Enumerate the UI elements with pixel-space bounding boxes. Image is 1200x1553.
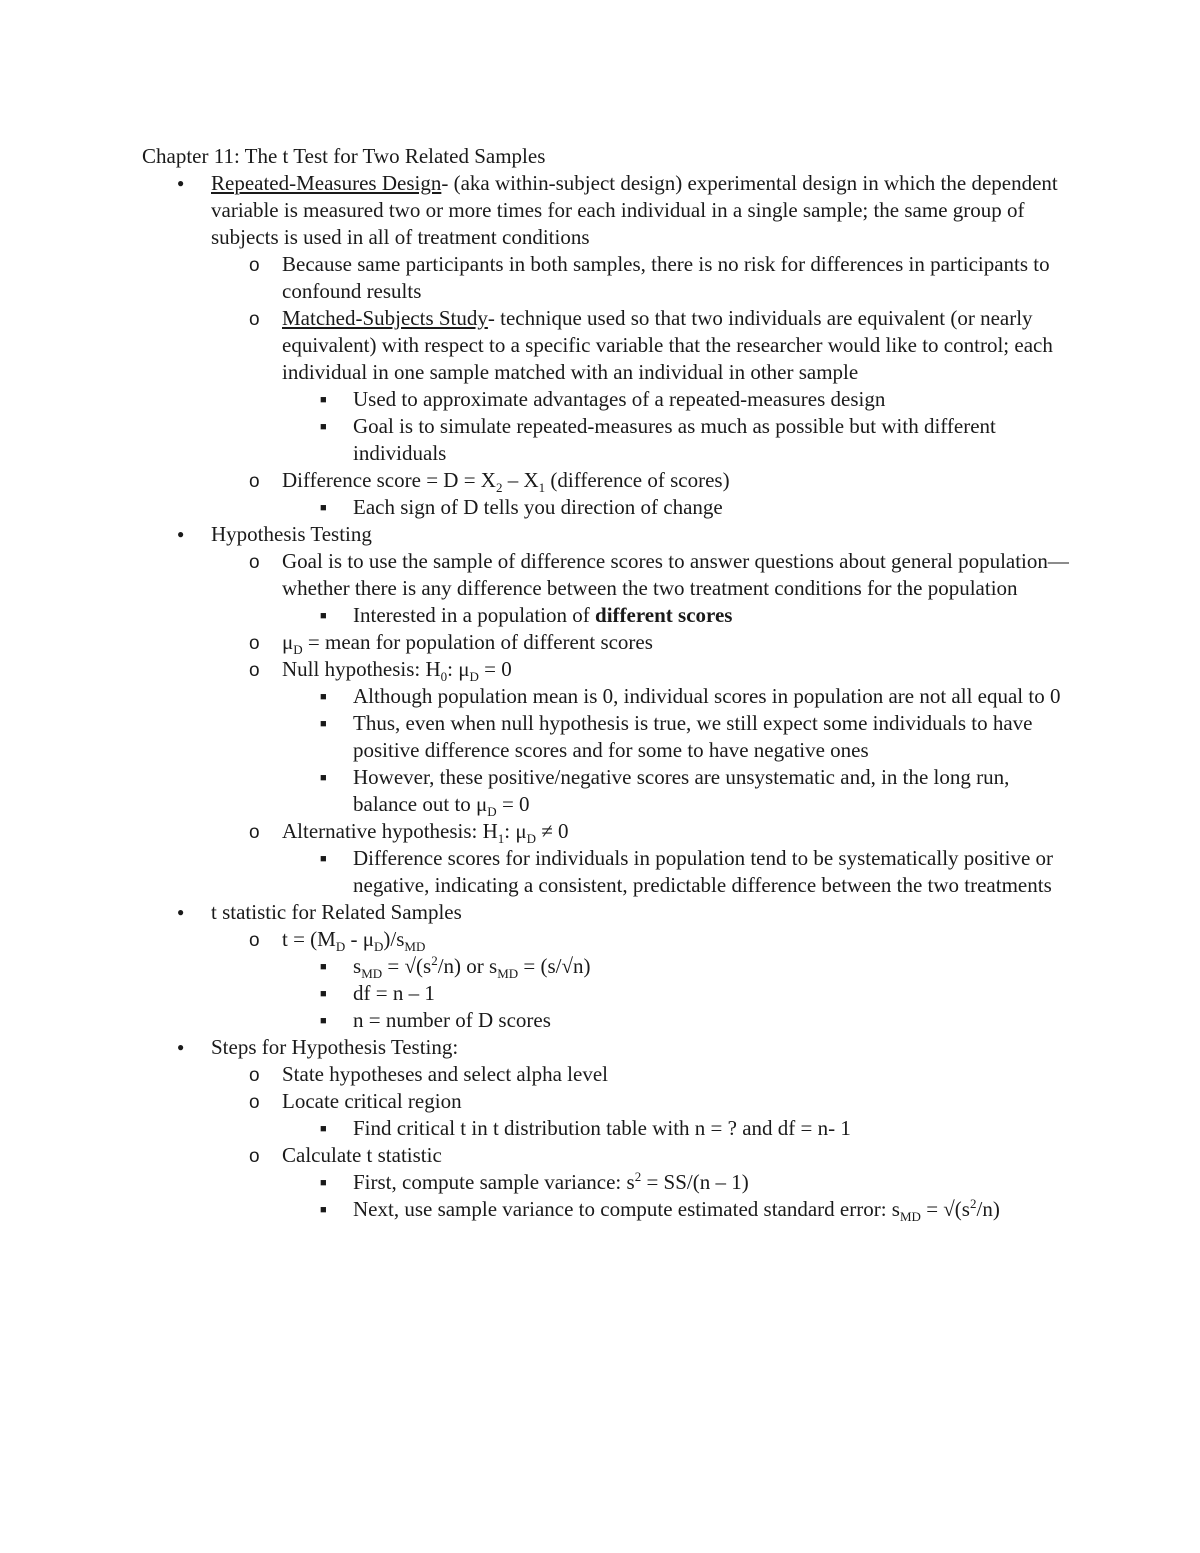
- formula-part: (difference of scores): [545, 468, 730, 492]
- sub-bullet-marker: [249, 1061, 260, 1089]
- point-text: = 0: [496, 792, 530, 816]
- sub-bullet-marker: [249, 656, 260, 684]
- square-marker: [320, 1196, 327, 1227]
- point-unsystematic: [142, 764, 1072, 818]
- formula-part: = mean for population of different scores: [302, 630, 653, 654]
- formula-part: = (s/√n): [518, 954, 591, 978]
- formula-part: : μ: [504, 819, 527, 843]
- sub-bullet-text: Goal is to use the sample of difference scores to answer questions about general population—whether there is any difference between the two treatment conditions for the population: [282, 549, 1069, 600]
- sub-bullet-marker: [249, 926, 260, 954]
- formula-part: Alternative hypothesis: H: [282, 819, 498, 843]
- sub-bullet-goal: [142, 548, 1072, 602]
- bullet-text: Hypothesis Testing: [211, 522, 372, 546]
- formula-part: - μ: [345, 927, 374, 951]
- point-text: n = number of D scores: [353, 1008, 551, 1032]
- point-text: Find critical t in t distribution table with n = ? and df = n- 1: [353, 1116, 851, 1140]
- bullet-text: t statistic for Related Samples: [211, 900, 462, 924]
- subscript: D: [526, 831, 537, 847]
- point-find-critical-t: [142, 1115, 1072, 1142]
- formula-part: μ: [282, 630, 294, 654]
- sub-bullet-marker: [249, 548, 260, 576]
- sub-bullet-difference-score: [142, 467, 1072, 494]
- sub-bullet-marker: [249, 818, 260, 846]
- point-n: [142, 1007, 1072, 1034]
- sub-bullet-state-hypotheses: [142, 1061, 1072, 1088]
- sub-bullet-t-formula: [142, 926, 1072, 953]
- sub-bullet-text: Locate critical region: [282, 1089, 462, 1113]
- square-marker: [320, 764, 327, 795]
- formula-part: = SS/(n – 1): [641, 1170, 749, 1194]
- subscript: D: [487, 804, 497, 820]
- definition-text: - (aka within-subject design) experimental design in which the dependent variable is measured two or more times for each individual in a single sample; the same group of subjects is used in all of treatment conditions: [211, 171, 1058, 249]
- point-text: Difference scores for individuals in population tend to be systematically positive or negative, indicating a consistent, predictable difference between the two treatments: [353, 846, 1054, 897]
- point-population-mean-zero: [142, 683, 1072, 710]
- formula-part: s: [353, 954, 362, 978]
- formula-part: First, compute sample variance: s: [353, 1170, 635, 1194]
- chapter-title: Chapter 11: The t Test for Two Related Samples: [142, 144, 546, 168]
- formula-part: – X: [502, 468, 539, 492]
- sub-bullet-matched-subjects: [142, 305, 1072, 386]
- sub-bullet-marker: [249, 1088, 260, 1116]
- point-interested-population: [142, 602, 1072, 629]
- formula-part: )/s: [383, 927, 405, 951]
- bullet-marker: [177, 170, 184, 200]
- formula-part: Difference score = D = X: [282, 468, 496, 492]
- point-text: df = n – 1: [353, 981, 435, 1005]
- square-marker: [320, 710, 327, 741]
- sub-bullet-critical-region: [142, 1088, 1072, 1115]
- sub-bullet-marker: [249, 305, 260, 333]
- subscript: D: [374, 939, 384, 955]
- subscript: D: [293, 642, 303, 658]
- point-df: [142, 980, 1072, 1007]
- formula-part: = 0: [478, 657, 512, 681]
- point-sample-variance: [142, 1169, 1072, 1196]
- bullet-hypothesis-testing: [142, 521, 1072, 548]
- point-approximate-advantages: [142, 386, 1072, 413]
- sub-bullet-null-hypothesis: [142, 656, 1072, 683]
- bullet-steps: [142, 1034, 1072, 1061]
- sub-bullet-calculate-t: [142, 1142, 1072, 1169]
- superscript: 2: [634, 1169, 642, 1184]
- subscript: MD: [899, 1209, 921, 1225]
- point-text: Thus, even when null hypothesis is true, we still expect some individuals to have positive difference scores and for some to have negative ones: [353, 711, 1033, 762]
- formula-part: /n) or s: [437, 954, 498, 978]
- subscript: MD: [404, 939, 426, 955]
- sub-bullet-text: Because same participants in both samples, there is no risk for differences in participants to confound results: [282, 252, 1050, 303]
- bullet-t-statistic: [142, 899, 1072, 926]
- point-simulate-repeated: [142, 413, 1072, 467]
- subscript: MD: [361, 966, 383, 982]
- sub-bullet-mu-d: [142, 629, 1072, 656]
- formula-part: /n): [976, 1197, 1000, 1221]
- term-repeated-measures: Repeated-Measures Design: [211, 171, 442, 195]
- formula-part: ≠ 0: [536, 819, 569, 843]
- bullet-marker: [177, 521, 184, 551]
- point-text: Goal is to simulate repeated-measures as much as possible but with different individuals: [353, 414, 996, 465]
- outline-list: [142, 170, 1072, 1223]
- formula-part: = √(s: [920, 1197, 970, 1221]
- point-text: Each sign of D tells you direction of change: [353, 495, 723, 519]
- sub-bullet-text: Calculate t statistic: [282, 1143, 442, 1167]
- notes-body: [142, 143, 1072, 1223]
- point-text: Used to approximate advantages of a repeated-measures design: [353, 387, 886, 411]
- sub-bullet-marker: [249, 467, 260, 495]
- point-expect-positive-negative: [142, 710, 1072, 764]
- point-text: Interested in a population of: [353, 603, 596, 627]
- superscript: 2: [431, 953, 438, 968]
- square-marker: [320, 413, 327, 444]
- subscript: D: [335, 939, 346, 955]
- sub-bullet-text: State hypotheses and select alpha level: [282, 1062, 608, 1086]
- subscript: 0: [440, 669, 448, 685]
- bullet-text: Steps for Hypothesis Testing:: [211, 1035, 459, 1059]
- point-standard-error: [142, 953, 1072, 980]
- subscript: 1: [497, 831, 505, 847]
- sub-bullet-text: - technique used so that two individuals are equivalent (or nearly equivalent) with respect to a specific variable that the researcher would like to control; each individual in one sample matched with an individual in other sample: [282, 306, 1053, 384]
- bullet-marker: [177, 1034, 184, 1064]
- sub-bullet-same-participants: [142, 251, 1072, 305]
- sub-bullet-marker: [249, 251, 260, 279]
- bullet-marker: [177, 899, 184, 929]
- formula-part: : μ: [447, 657, 470, 681]
- formula-part: = √(s: [382, 954, 432, 978]
- term-matched-subjects: Matched-Subjects Study: [282, 306, 488, 330]
- bold-text: different scores: [595, 603, 733, 627]
- point-text: Although population mean is 0, individual scores in population are not all equal to 0: [353, 684, 1061, 708]
- sub-bullet-alternative-hypothesis: [142, 818, 1072, 845]
- subscript: MD: [497, 966, 519, 982]
- point-estimated-standard-error: [142, 1196, 1072, 1223]
- superscript: 2: [969, 1196, 977, 1211]
- formula-part: Next, use sample variance to compute estimated standard error: s: [353, 1197, 900, 1221]
- point-sign-of-d: [142, 494, 1072, 521]
- sub-bullet-marker: [249, 629, 260, 657]
- point-text: However, these positive/negative scores are unsystematic and, in the long run, balance out to μ: [353, 765, 1010, 816]
- bullet-repeated-measures: [142, 170, 1072, 251]
- subscript: 2: [495, 480, 503, 496]
- subscript: 1: [538, 480, 546, 496]
- point-systematic-difference: [142, 845, 1072, 899]
- formula-part: Null hypothesis: H: [282, 657, 441, 681]
- subscript: D: [469, 669, 479, 685]
- sub-bullet-marker: [249, 1142, 260, 1170]
- square-marker: [320, 845, 327, 876]
- formula-part: t = (M: [282, 927, 336, 951]
